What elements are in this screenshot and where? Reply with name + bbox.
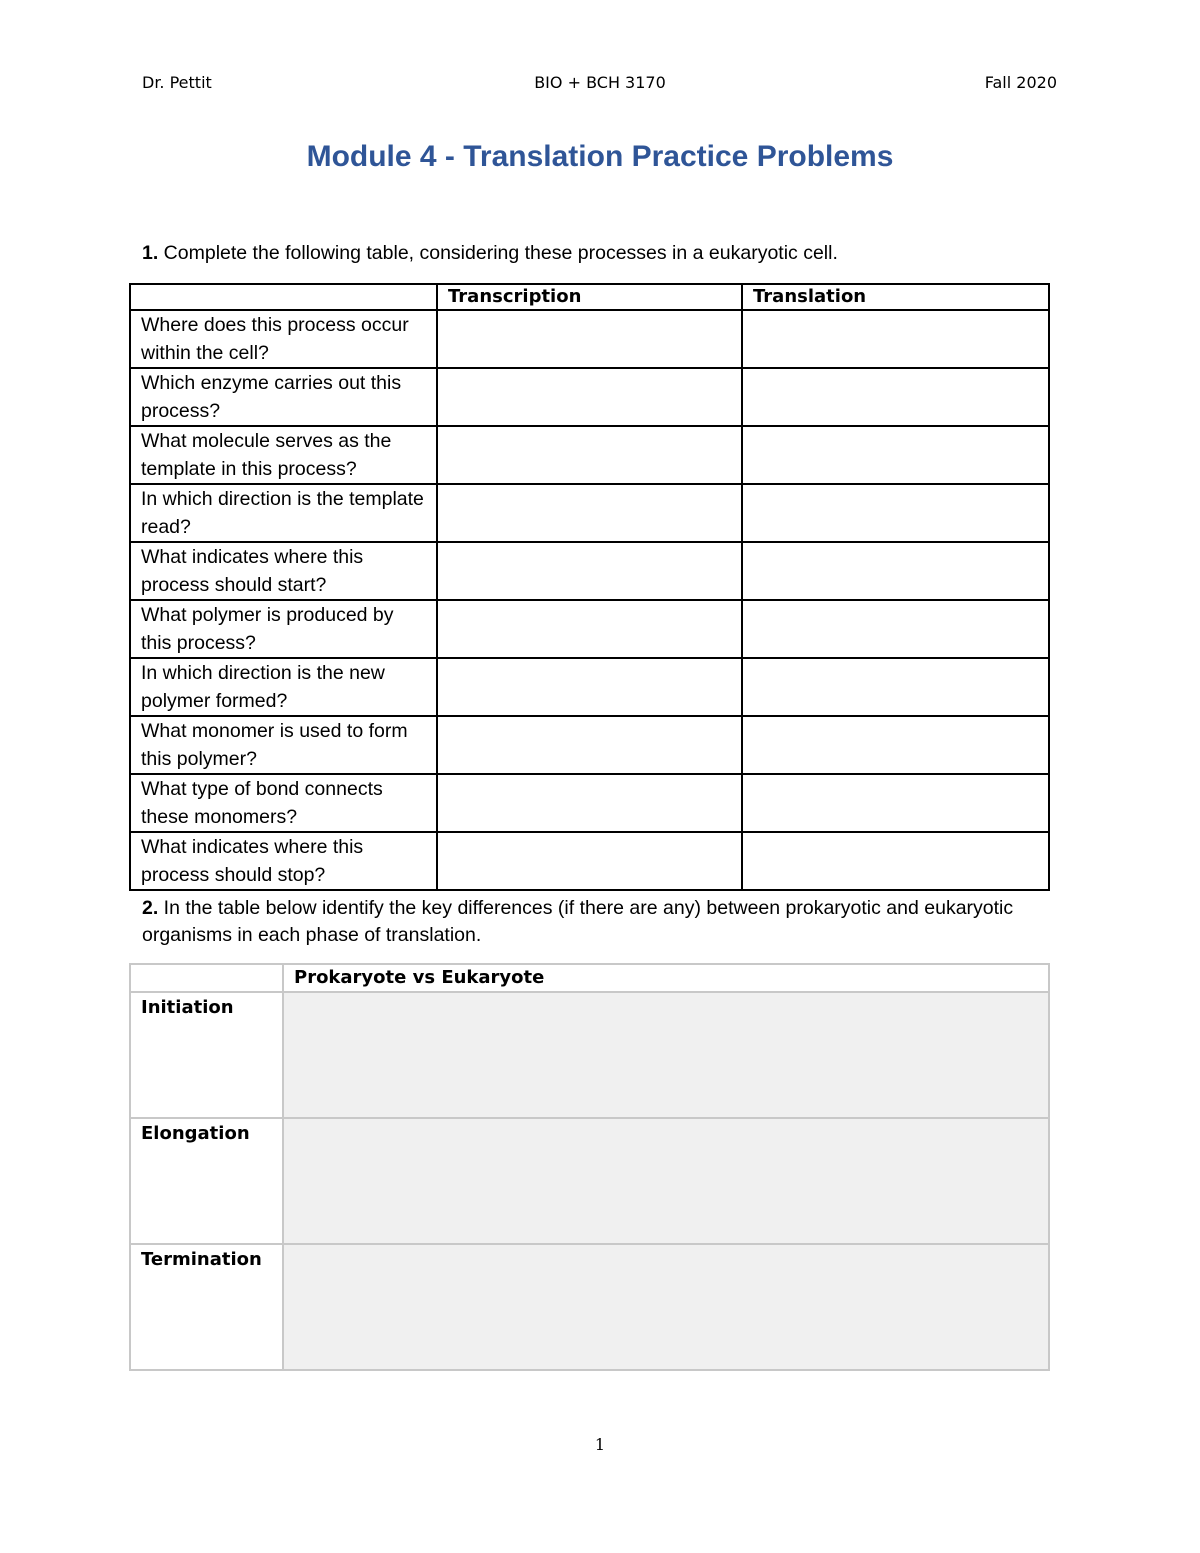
comparison-answer-cell[interactable] [283,992,1049,1118]
table-row [130,774,1049,832]
row-question: What polymer is produced by this process? [130,600,437,658]
table-row [130,716,1049,774]
question-2-text: In the table below identify the key differences (if there are any) between prokaryotic and eukaryotic organisms in each phase of translation. [142,897,1014,946]
row-question: In which direction is the new polymer formed? [130,658,437,716]
translation-answer-cell[interactable] [742,484,1049,542]
transcription-answer-cell[interactable] [437,368,742,426]
transcription-answer-cell[interactable] [437,716,742,774]
table-header-comparison: Prokaryote vs Eukaryote [283,964,1049,992]
transcription-answer-cell[interactable] [437,484,742,542]
page-number: 1 [594,1435,606,1454]
header-instructor: Dr. Pettit [142,73,212,92]
transcription-answer-cell[interactable] [437,426,742,484]
comparison-answer-cell[interactable] [283,1244,1049,1370]
transcription-answer-cell[interactable] [437,832,742,890]
row-question: What indicates where this process should stop? [130,832,437,890]
translation-answer-cell[interactable] [742,832,1049,890]
process-comparison-table [129,283,1050,891]
row-question: What type of bond connects these monomers? [130,774,437,832]
table-row [130,600,1049,658]
question-2-number: 2. [142,897,159,919]
table-row [130,832,1049,890]
header-course: BIO + BCH 3170 [534,73,666,92]
table-header-blank [130,964,283,992]
table-row [130,542,1049,600]
table-header-translation: Translation [742,284,1049,310]
phase-label: Initiation [130,992,283,1118]
translation-answer-cell[interactable] [742,542,1049,600]
page-title: Module 4 - Translation Practice Problems [306,140,894,173]
row-question: Which enzyme carries out this process? [130,368,437,426]
table-row [130,426,1049,484]
row-question: What molecule serves as the template in this process? [130,426,437,484]
table-row [130,368,1049,426]
phase-label: Termination [130,1244,283,1370]
translation-answer-cell[interactable] [742,774,1049,832]
transcription-answer-cell[interactable] [437,658,742,716]
transcription-answer-cell[interactable] [437,310,742,368]
transcription-answer-cell[interactable] [437,600,742,658]
row-question: What monomer is used to form this polymer? [130,716,437,774]
table-row [130,310,1049,368]
translation-answer-cell[interactable] [742,310,1049,368]
table-row [130,658,1049,716]
question-2 [142,895,1047,949]
translation-answer-cell[interactable] [742,600,1049,658]
row-question: In which direction is the template read? [130,484,437,542]
table-row [130,484,1049,542]
table-header-transcription: Transcription [437,284,742,310]
phase-label: Elongation [130,1118,283,1244]
comparison-answer-cell[interactable] [283,1118,1049,1244]
table-header-row [130,284,1049,310]
question-1-text: Complete the following table, considering these processes in a eukaryotic cell. [158,242,838,264]
transcription-answer-cell[interactable] [437,774,742,832]
header-term: Fall 2020 [984,73,1057,92]
table-row [130,992,1049,1118]
transcription-answer-cell[interactable] [437,542,742,600]
table-header-blank [130,284,437,310]
question-1-number: 1. [142,242,159,264]
table-header-row [130,964,1049,992]
translation-answer-cell[interactable] [742,658,1049,716]
row-question: What indicates where this process should start? [130,542,437,600]
row-question: Where does this process occur within the cell? [130,310,437,368]
table-row [130,1244,1049,1370]
question-1 [142,240,1047,267]
translation-answer-cell[interactable] [742,368,1049,426]
table-row [130,1118,1049,1244]
phase-differences-table [129,963,1050,1371]
translation-answer-cell[interactable] [742,716,1049,774]
translation-answer-cell[interactable] [742,426,1049,484]
